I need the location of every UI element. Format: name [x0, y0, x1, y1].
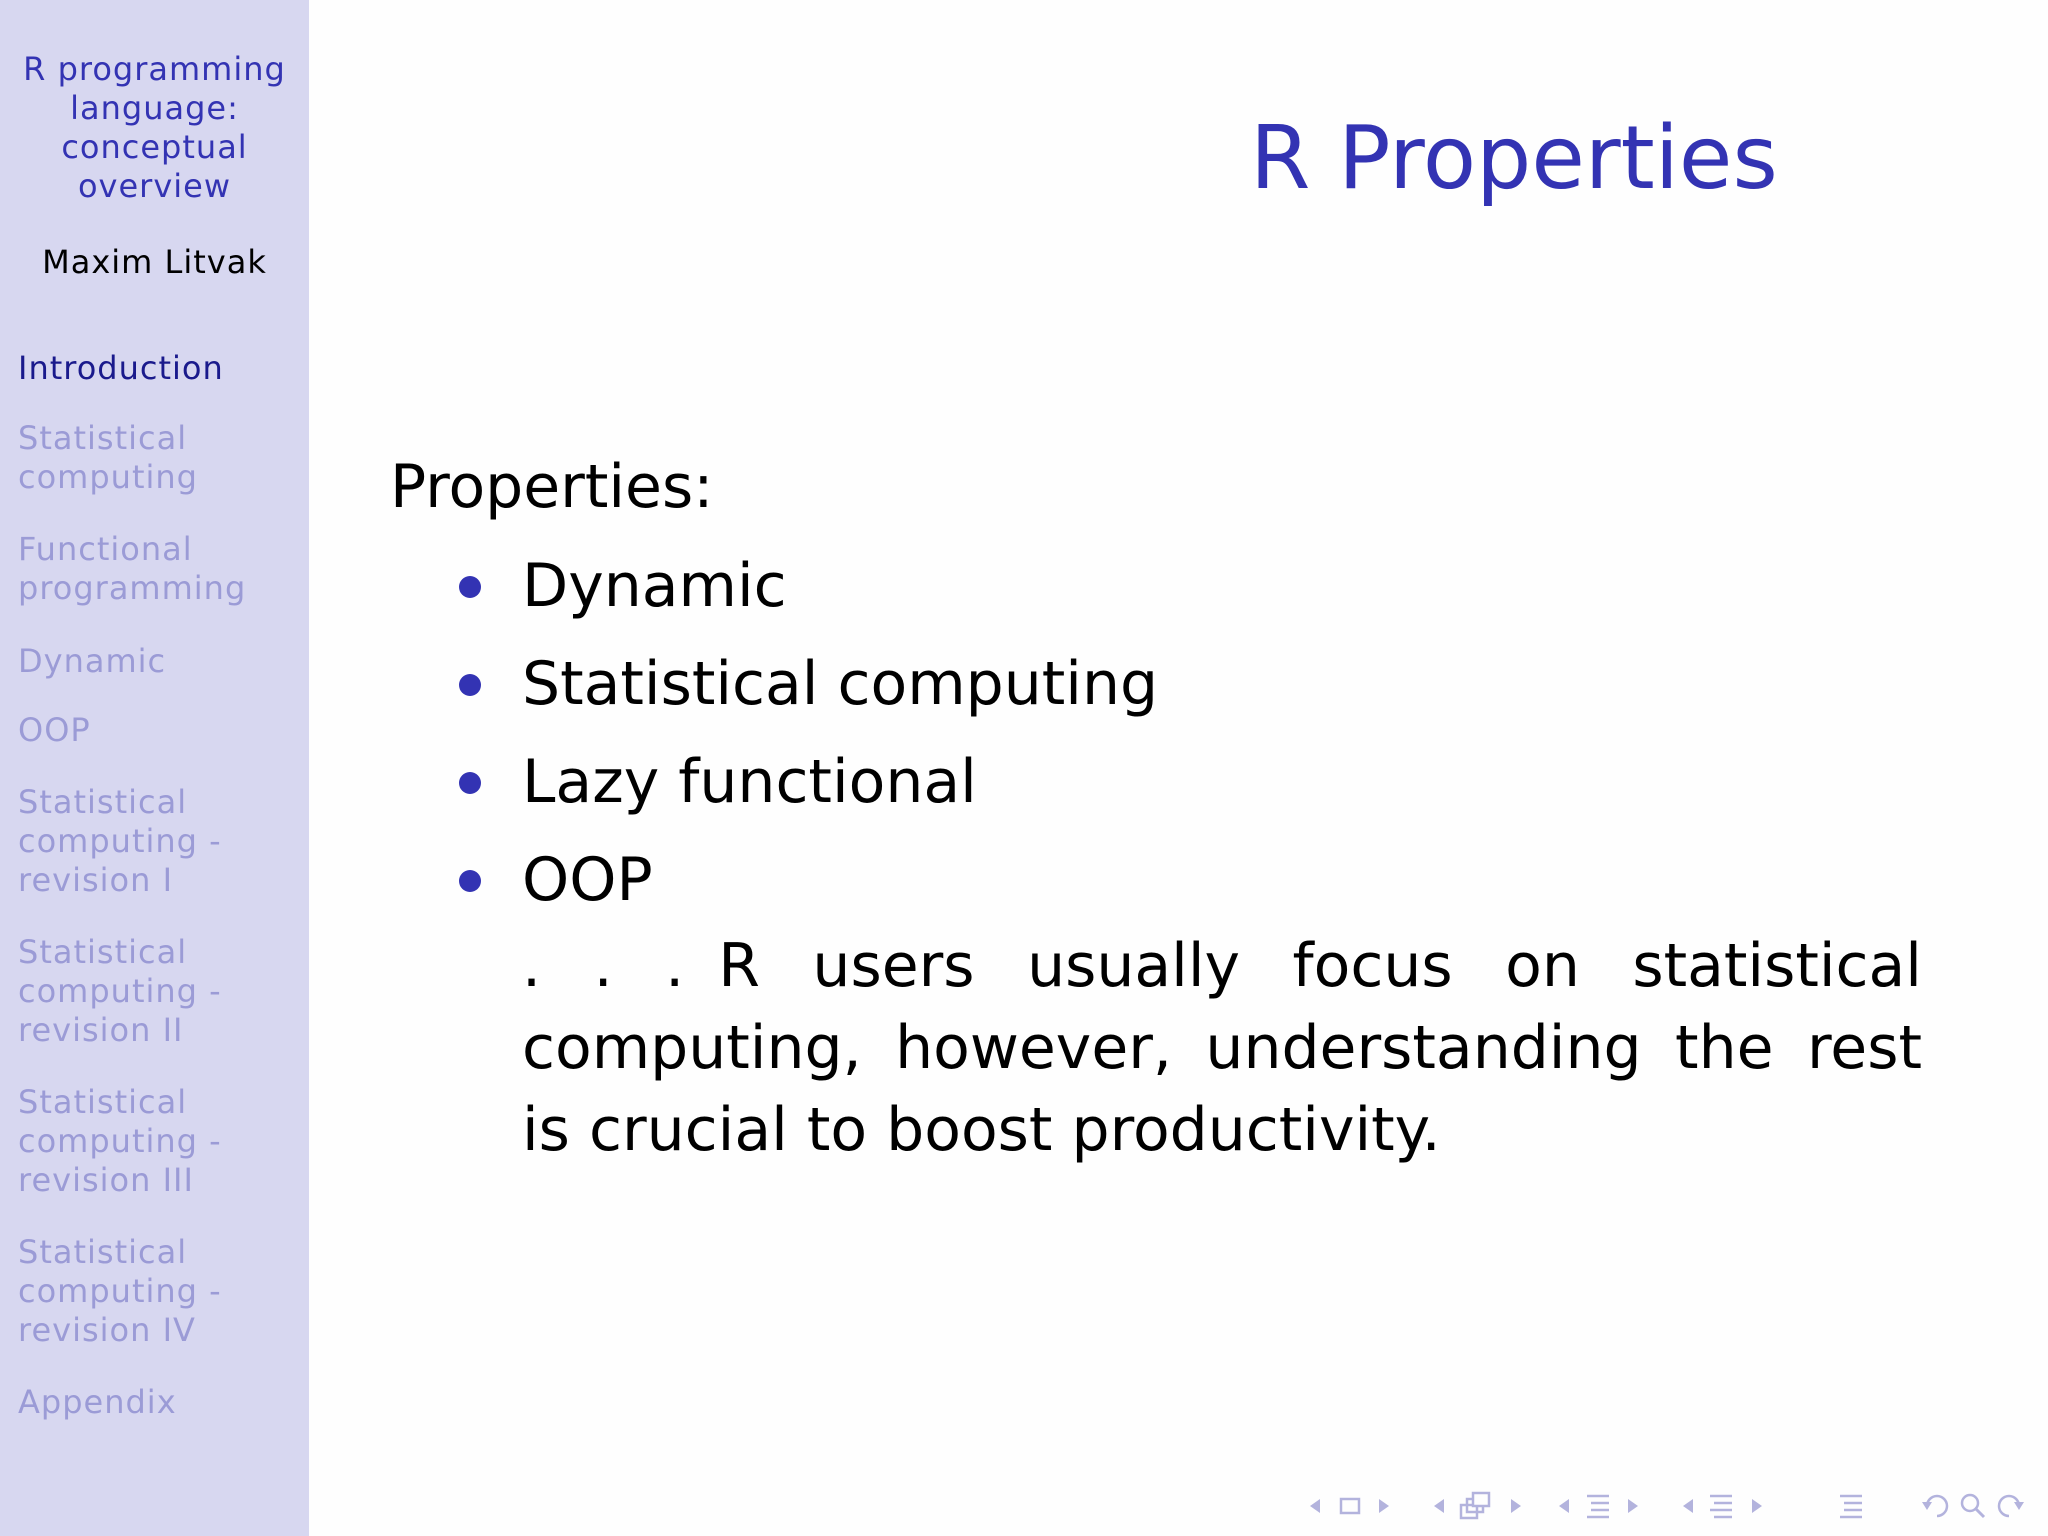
sidebar: [0, 0, 309, 1536]
sidebar-item-oop[interactable]: OOP: [18, 711, 91, 749]
arrow-right-icon[interactable]: [1508, 1488, 1524, 1524]
sidebar-item-statistical-computing-revision-3[interactable]: Statistical computing - revision III: [18, 1083, 222, 1199]
sidebar-item-functional-programming[interactable]: Functional programming: [18, 530, 247, 607]
undo-icon[interactable]: [1920, 1488, 1954, 1524]
sidebar-item-statistical-computing[interactable]: Statistical computing: [18, 419, 198, 496]
arrow-left-icon[interactable]: [1307, 1488, 1323, 1524]
list-item-text: Lazy functional: [522, 747, 977, 817]
sidebar-item-dynamic[interactable]: Dynamic: [18, 642, 167, 680]
sidebar-item-statistical-computing-revision-1[interactable]: Statistical computing - revision I: [18, 783, 222, 899]
arrow-right-icon[interactable]: [1625, 1488, 1641, 1524]
navigation-symbols: [1300, 1488, 2040, 1524]
properties-heading: Properties:: [390, 452, 714, 522]
sidebar-item-statistical-computing-revision-4[interactable]: Statistical computing - revision IV: [18, 1233, 222, 1349]
frame-title: R Properties: [1250, 107, 1778, 209]
summary-note: [522, 925, 1922, 1171]
arrow-right-icon[interactable]: [1376, 1488, 1392, 1524]
arrow-left-icon[interactable]: [1431, 1488, 1447, 1524]
section-icon[interactable]: [1583, 1488, 1613, 1524]
sidebar-item-statistical-computing-revision-2[interactable]: Statistical computing - revision II: [18, 933, 222, 1049]
redo-icon[interactable]: [1992, 1488, 2026, 1524]
subsection-icon[interactable]: [1458, 1488, 1494, 1524]
arrow-left-icon[interactable]: [1556, 1488, 1572, 1524]
note-ellipsis: . . .: [522, 931, 685, 1001]
presentation-title[interactable]: R programming language: conceptual overview: [23, 50, 286, 205]
document-icon[interactable]: [1706, 1488, 1736, 1524]
bullet-icon: [459, 772, 481, 794]
bullet-icon: [459, 576, 481, 598]
search-icon[interactable]: [1958, 1488, 1988, 1524]
bullet-icon: [459, 870, 481, 892]
outline-icon[interactable]: [1836, 1488, 1866, 1524]
list-item-text: OOP: [522, 845, 653, 915]
frame-icon[interactable]: [1337, 1488, 1363, 1524]
sidebar-item-introduction[interactable]: Introduction: [18, 349, 224, 387]
arrow-left-icon[interactable]: [1680, 1488, 1696, 1524]
bullet-icon: [459, 674, 481, 696]
list-item-text: Dynamic: [522, 551, 787, 621]
note-text: R users usually focus on statistical computing, however, understanding the rest is crucial to boost productivity.: [522, 931, 1922, 1165]
presentation-author: Maxim Litvak: [42, 243, 267, 281]
sidebar-item-appendix[interactable]: Appendix: [18, 1383, 177, 1421]
list-item-text: Statistical computing: [522, 649, 1159, 719]
arrow-right-icon[interactable]: [1749, 1488, 1765, 1524]
